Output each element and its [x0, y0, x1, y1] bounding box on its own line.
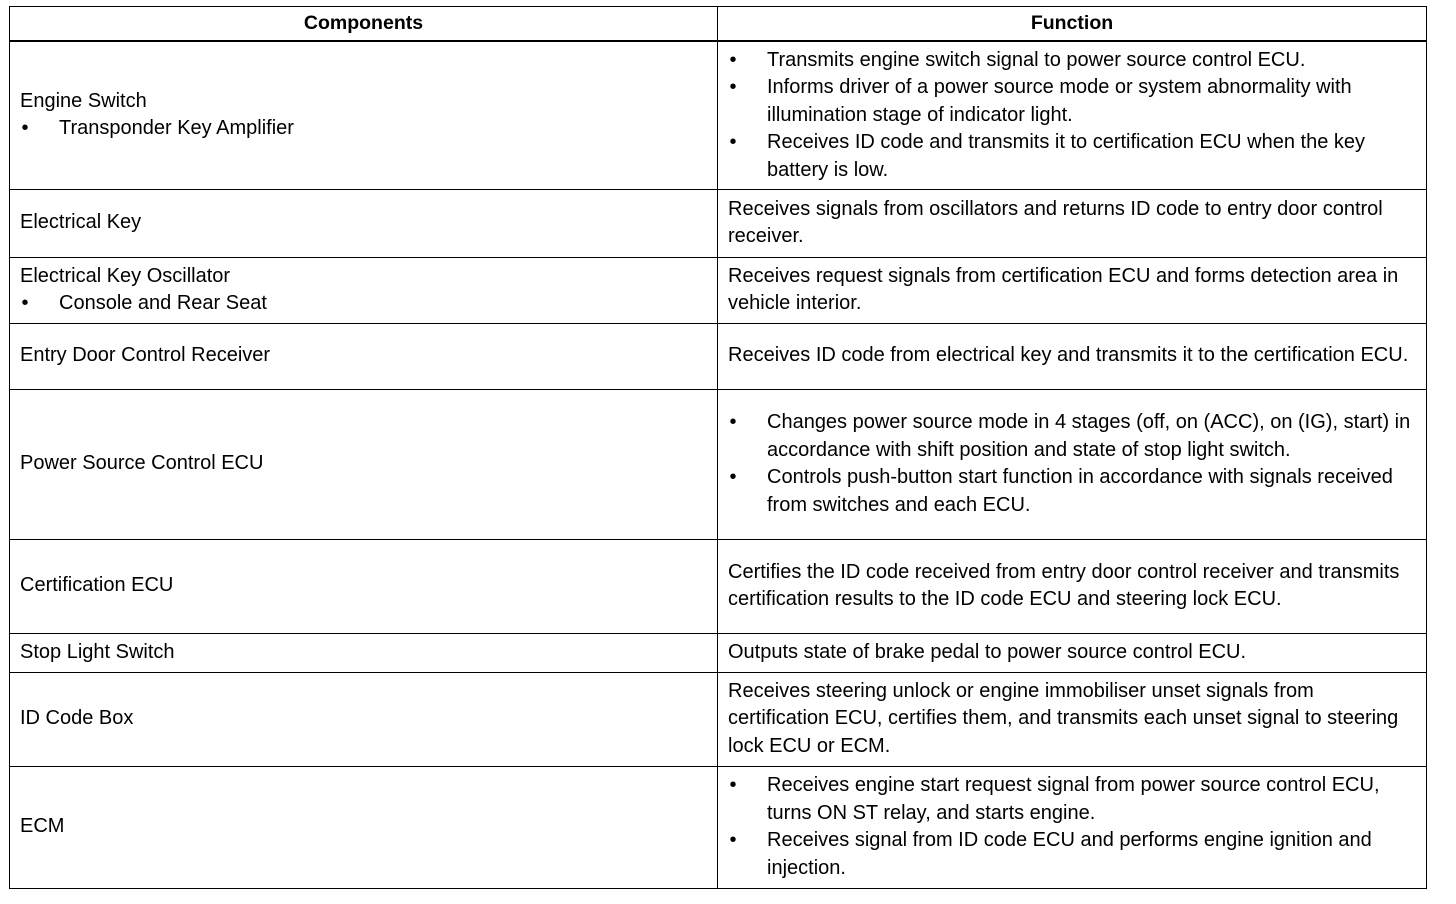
- function-cell: [718, 41, 1427, 189]
- header-function: Function: [718, 7, 1427, 42]
- component-name: Certification ECU: [20, 574, 174, 597]
- component-name: ECM: [20, 815, 65, 838]
- bullet-icon: •: [729, 466, 737, 488]
- function-text: Receives signals from oscillators and returns ID code to entry door control receiver.: [728, 197, 1383, 247]
- component-sub-list: [20, 115, 707, 143]
- component-sub-item: [20, 115, 707, 143]
- function-cell: [718, 389, 1427, 539]
- function-list: [728, 772, 1416, 882]
- table-body: [10, 41, 1427, 888]
- function-text: Receives steering unlock or engine immobiliser unset signals from certification ECU, certifies them, and transmits each unset signal to steering lock ECU or ECM.: [728, 679, 1399, 757]
- component-sub-item-text: Transponder Key Amplifier: [59, 117, 294, 140]
- function-item-text: Informs driver of a power source mode or system abnormality with illumination stage of indicator light.: [767, 76, 1352, 126]
- component-name: Electrical Key: [20, 211, 142, 234]
- function-cell: [718, 323, 1427, 389]
- bullet-icon: •: [21, 292, 29, 314]
- component-cell: [10, 389, 718, 539]
- table-row: [10, 633, 1427, 672]
- function-list: [728, 409, 1416, 519]
- header-components: Components: [10, 7, 718, 42]
- component-name: Entry Door Control Receiver: [20, 344, 271, 367]
- component-name: Power Source Control ECU: [20, 452, 264, 475]
- bullet-icon: •: [729, 76, 737, 98]
- table-row: [10, 766, 1427, 888]
- component-name: Electrical Key Oscillator: [20, 264, 231, 287]
- function-item: [728, 464, 1416, 519]
- function-cell: [718, 672, 1427, 766]
- function-item: [728, 47, 1416, 75]
- component-cell: [10, 41, 718, 189]
- component-cell: [10, 539, 718, 633]
- function-list: [728, 47, 1416, 185]
- component-cell: [10, 323, 718, 389]
- component-cell: [10, 257, 718, 323]
- components-function-table: [9, 6, 1427, 889]
- function-cell: [718, 189, 1427, 257]
- bullet-icon: •: [729, 48, 737, 71]
- table-row: [10, 672, 1427, 766]
- function-text: Receives ID code from electrical key and transmits it to the certification ECU.: [728, 344, 1409, 367]
- bullet-icon: •: [729, 774, 737, 796]
- bullet-icon: •: [729, 131, 737, 153]
- component-cell: [10, 633, 718, 672]
- bullet-icon: •: [729, 411, 737, 433]
- component-sub-item: [20, 290, 707, 318]
- component-name: Stop Light Switch: [20, 640, 175, 663]
- function-cell: [718, 766, 1427, 888]
- function-item-text: Receives signal from ID code ECU and performs engine ignition and injection.: [767, 829, 1372, 879]
- function-item: [728, 772, 1416, 827]
- function-item: [728, 409, 1416, 464]
- function-cell: [718, 633, 1427, 672]
- function-text: Certifies the ID code received from entry door control receiver and transmits certification results to the ID code ECU and steering lock ECU.: [728, 560, 1400, 610]
- function-item-text: Receives ID code and transmits it to certification ECU when the key battery is low.: [767, 131, 1366, 181]
- function-item-text: Changes power source mode in 4 stages (off, on (ACC), on (IG), start) in accordance with shift position and state of stop light switch.: [767, 411, 1411, 461]
- table-row: [10, 389, 1427, 539]
- table-row: [10, 189, 1427, 257]
- component-cell: [10, 189, 718, 257]
- component-sub-item-text: Console and Rear Seat: [59, 292, 267, 314]
- function-item: [728, 74, 1416, 129]
- component-cell: [10, 672, 718, 766]
- component-sub-list: [20, 290, 707, 318]
- component-name: ID Code Box: [20, 707, 134, 730]
- function-item: [728, 129, 1416, 184]
- table-row: [10, 539, 1427, 633]
- function-item-text: Transmits engine switch signal to power source control ECU.: [767, 48, 1306, 71]
- function-text: Receives request signals from certification ECU and forms detection area in vehicle interior.: [728, 264, 1399, 314]
- table-row: [10, 323, 1427, 389]
- function-text: Outputs state of brake pedal to power source control ECU.: [728, 640, 1247, 663]
- bullet-icon: •: [21, 117, 29, 140]
- bullet-icon: •: [729, 829, 737, 851]
- function-item: [728, 827, 1416, 882]
- component-cell: [10, 766, 718, 888]
- component-name: Engine Switch: [20, 89, 147, 112]
- function-item-text: Controls push-button start function in accordance with signals received from switches and each ECU.: [767, 466, 1393, 516]
- table-row: [10, 41, 1427, 189]
- function-cell: [718, 539, 1427, 633]
- table-header-row: [10, 7, 1427, 42]
- function-cell: [718, 257, 1427, 323]
- table-row: [10, 257, 1427, 323]
- function-item-text: Receives engine start request signal from power source control ECU, turns ON ST relay, and starts engine.: [767, 774, 1380, 824]
